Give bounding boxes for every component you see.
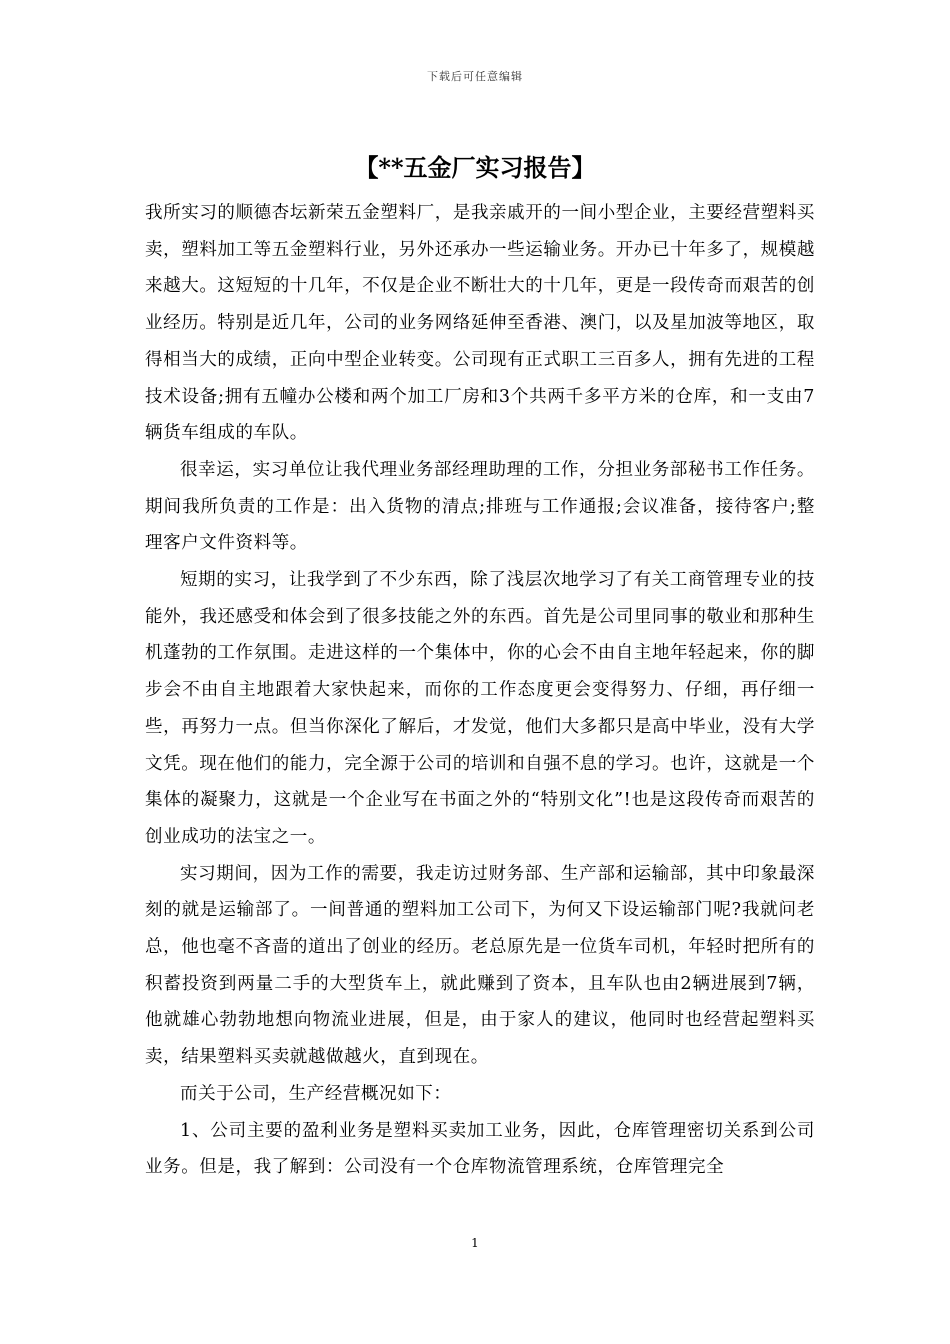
paragraph-company-intro: 我所实习的顺德杏坛新荣五金塑料厂，是我亲戚开的一间小型企业，主要经营塑料买卖，塑料加工等五金塑料行业，另外还承办一些运输业务。开办已十年多了，规模越来越大。这短短的十几年，不仅是企业不断壮大的十几年，更是一段传奇而艰苦的创业经历。特别是近几年，公司的业务网络延伸至香港、澳门，以及星加波等地区，取得相当大的成绩，正向中型企业转变。公司现有正式职工三百多人，拥有先进的工程技术设备;拥有五幢办公楼和两个加工厂房和3个共两千多平方米的仓库，和一支由7辆货车组成的车队。 xyxy=(145,203,815,444)
document-body xyxy=(145,195,815,1186)
page-number: 1 xyxy=(471,1236,479,1250)
document-title: 【**五金厂实习报告】 xyxy=(354,153,596,182)
page-header-note: 下载后可任意编辑 xyxy=(427,70,523,83)
paragraph-operations-intro: 而关于公司，生产经营概况如下： xyxy=(180,1083,452,1104)
paragraph-transport-department: 实习期间，因为工作的需要，我走访过财务部、生产部和运输部，其中印象最深刻的就是运输部了。一间普通的塑料加工公司下，为何又下设运输部门呢?我就问老总，他也毫不吝啬的道出了创业的经历。老总原先是一位货车司机，年轻时把所有的积蓄投资到两量二手的大型货车上，就此赚到了资本，且车队也由2辆进展到7辆，他就雄心勃勃地想向物流业进展，但是，由于家人的建议，他同时也经营起塑料买卖，结果塑料买卖就越做越火，直到现在。 xyxy=(145,863,815,1068)
paragraph-lessons-learned: 短期的实习，让我学到了不少东西，除了浅层次地学习了有关工商管理专业的技能外，我还感受和体会到了很多技能之外的东西。首先是公司里同事的敬业和那种生机蓬勃的工作氛围。走进这样的一个集体中，你的心会不由自主地年轻起来，你的脚步会不由自主地跟着大家快起来，而你的工作态度更会变得努力、仔细，再仔细一些，再努力一点。但当你深化了解后，才发觉，他们大多都只是高中毕业，没有大学文凭。现在他们的能力，完全源于公司的培训和自强不息的学习。也许，这就是一个集体的凝聚力，这就是一个企业写在书面之外的“特别文化”!也是这段传奇而艰苦的创业成功的法宝之一。 xyxy=(145,570,815,847)
paragraph-warehouse-management: 1、公司主要的盈利业务是塑料买卖加工业务，因此，仓库管理密切关系到公司业务。但是，我了解到：公司没有一个仓库物流管理系统，仓库管理完全 xyxy=(145,1120,815,1178)
paragraph-internship-role: 很幸运，实习单位让我代理业务部经理助理的工作，分担业务部秘书工作任务。期间我所负责的工作是：出入货物的清点;排班与工作通报;会议准备，接待客户;整理客户文件资料等。 xyxy=(145,459,815,554)
